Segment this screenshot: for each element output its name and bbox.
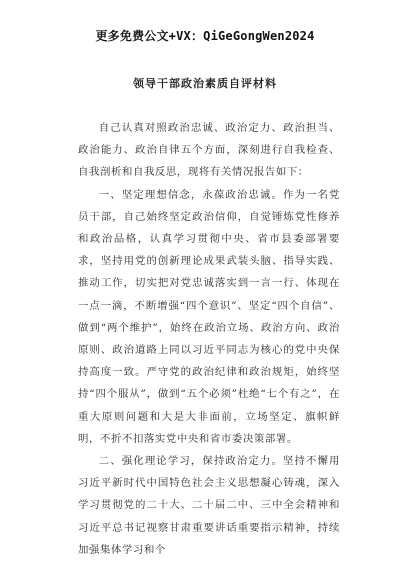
paragraph-intro: 自己认真对照政治忠诚、政治定力、政治担当、政治能力、政治自律五个方面，深刻进行自我检查、自我剖析和自我反思，现将有关情况报告如下： — [78, 122, 340, 179]
document-title: 领导干部政治素质自评材料 — [133, 77, 277, 90]
document-body — [78, 117, 340, 561]
paragraph-section-1: 一、坚定理想信念，永葆政治忠诚。作为一名党员干部，自己始终坚定政治信仰，自觉锤炼党性修养和政治品格，认真学习贯彻中央、省市县委部署要求，坚持用党的创新理论成果武装头脑、指导实践、推动工作，切实把对党忠诚落实到一言一行、体现在一点一滴，不断增强“四个意识”、坚定“四个自信”、做到“两个维护”，始终在政治立场、政治方向、政治原则、政治道路上同以习近平同志为核心的党中央保持高度一致。严守党的政治纪律和政治规矩，始终坚持“四个服从”，做到“五个必须”杜绝“七个有之”，在重大原则问题和大是大非面前，立场坚定、旗帜鲜明，不折不扣落实党中央和省市委决策部署。 — [78, 188, 340, 445]
page-header: 更多免费公文+VX：QiGeGongWen2024 — [95, 29, 315, 43]
paragraph-section-2: 二、强化理论学习，保持政治定力。坚持不懈用习近平新时代中国特色社会主义思想凝心铸魂，深入学习贯彻党的二十大、二十届二中、三中全会精神和习近平总书记视察甘肃重要讲话重要指示精神，持续加强集体学习和个 — [78, 455, 340, 556]
